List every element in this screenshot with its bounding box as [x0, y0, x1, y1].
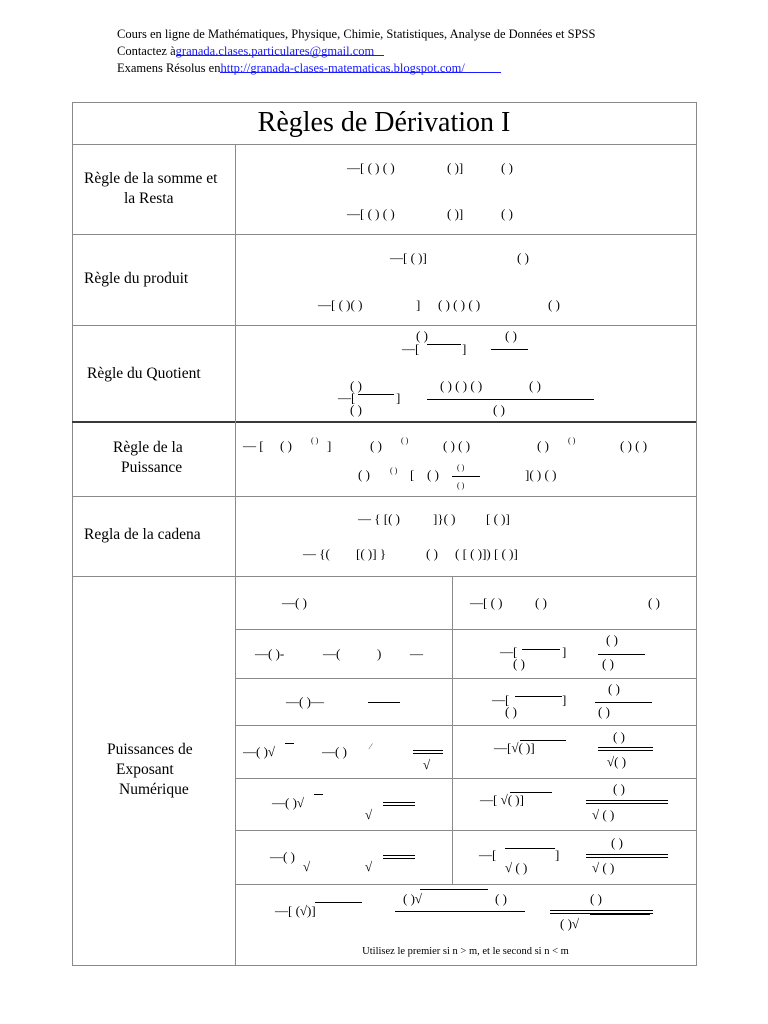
- formula-fragment: —[ ( ): [470, 595, 503, 610]
- formula-fragment: —( ): [270, 849, 295, 864]
- radical-overline: [510, 792, 552, 793]
- formula-fragment: ( ): [505, 328, 517, 343]
- formula-fragment: ( ): [280, 438, 292, 453]
- formula-fragment: ]: [327, 438, 332, 453]
- formula-fragment: ( ): [501, 160, 513, 175]
- formula-fragment: [ ( )]: [486, 511, 510, 526]
- table-rule: [235, 629, 696, 630]
- radical-overline: [314, 794, 323, 795]
- rule-label-product: Règle du produit: [84, 270, 189, 287]
- contact-line: [117, 44, 384, 59]
- table-rule: [72, 421, 696, 423]
- radical-overline: [590, 914, 650, 915]
- formula-fragment: ( ): [370, 438, 382, 453]
- table-rule: [72, 144, 696, 145]
- fraction-bar: [383, 802, 415, 806]
- formula-fragment: ( ): [648, 595, 660, 610]
- formula-fragment: ( ): [505, 704, 517, 719]
- formula-fragment: —[√( )]: [494, 740, 535, 755]
- formula-fragment: ( ): [602, 656, 614, 671]
- formula-fragment: —( ): [282, 595, 307, 610]
- formula-fragment: — {(: [303, 546, 330, 561]
- rule-label-numeric: Numérique: [119, 781, 189, 798]
- formula-fragment: —[ ( ) ( ): [347, 160, 395, 175]
- fraction-bar: [598, 654, 645, 655]
- formula-fragment: ( ): [613, 729, 625, 744]
- fraction-bar: [427, 399, 594, 400]
- formula-fragment: —[ √( )]: [480, 792, 524, 807]
- formula-fragment: ]}( ): [433, 511, 456, 526]
- formula-fragment: ( ): [350, 378, 362, 393]
- formula-fragment: ( ): [426, 546, 438, 561]
- formula-fragment: ( ): [350, 402, 362, 417]
- table-rule: [235, 678, 696, 679]
- formula-superscript: ( ): [311, 436, 319, 445]
- rule-label-quotient: Règle du Quotient: [87, 365, 201, 382]
- formula-fragment: √: [303, 859, 311, 874]
- rule-label-numeric: Exposant: [116, 761, 174, 778]
- formula-superscript: ( ): [457, 463, 465, 472]
- formula-fragment: ( [ ( )]) [ ( )]: [455, 546, 518, 561]
- formula-fragment: ( ): [517, 250, 529, 265]
- formula-fragment: ( ): [513, 656, 525, 671]
- formula-fragment: —[ (√)]: [275, 903, 316, 918]
- formula-fragment: ( ): [608, 681, 620, 696]
- formula-fragment: [: [410, 467, 415, 482]
- radical-overline: [520, 740, 566, 741]
- formula-fragment: ( ) ( ): [620, 438, 648, 453]
- formula-fragment: ]: [555, 847, 560, 862]
- formula-fragment: ( ): [613, 781, 625, 796]
- formula-fragment: —: [410, 646, 423, 661]
- formula-fragment: ( ) ( ): [443, 438, 471, 453]
- formula-fragment: —( ): [322, 744, 347, 759]
- fraction-bar: [515, 696, 562, 697]
- formula-fragment: √ ( ): [592, 807, 615, 822]
- table-rule: [452, 576, 453, 884]
- formula-fragment: —( )√: [243, 744, 276, 759]
- table-rule: [235, 830, 696, 831]
- formula-superscript: ⁄: [370, 742, 372, 751]
- fraction-bar: [522, 649, 560, 650]
- rule-label-numeric: Puissances de: [107, 741, 193, 758]
- fraction-bar: [395, 911, 525, 912]
- formula-superscript: ( ): [390, 466, 398, 475]
- formula-fragment: ( ): [548, 297, 560, 312]
- table-rule: [235, 778, 696, 779]
- formula-fragment: ( )√: [403, 891, 423, 906]
- formula-fragment: ( )√: [560, 916, 580, 931]
- table-rule: [235, 144, 236, 965]
- fraction-bar: [427, 344, 461, 345]
- formula-fragment: ( ): [416, 328, 428, 343]
- formula-fragment: ( ): [495, 891, 507, 906]
- formula-fragment: ( ): [493, 402, 505, 417]
- radical-overline: [420, 889, 488, 890]
- formula-fragment: ( ): [606, 632, 618, 647]
- formula-fragment: —( )√: [272, 795, 305, 810]
- usage-note: Utilisez le premier si n > m, et le second si n < m: [362, 946, 569, 957]
- formula-fragment: √ ( ): [592, 860, 615, 875]
- contact-prefix: Contactez à: [117, 44, 176, 58]
- formula-fragment: ( ): [529, 378, 541, 393]
- rule-label-power: Puissance: [121, 459, 183, 476]
- formula-fragment: ]: [462, 341, 467, 356]
- table-rule: [72, 576, 696, 577]
- rule-label-sum: Règle de la somme et: [84, 170, 218, 187]
- radical-overline: [285, 743, 294, 744]
- formula-fragment: √( ): [607, 754, 627, 769]
- table-rule: [72, 325, 696, 326]
- fraction-bar: [586, 854, 668, 858]
- formula-fragment: ( ) ( ) ( ): [438, 297, 481, 312]
- formula-fragment: ]: [416, 297, 421, 312]
- email-link[interactable]: granada.clases.particulares@gmail.com: [176, 44, 385, 58]
- fraction-bar: [368, 702, 400, 703]
- formula-fragment: ( ): [590, 891, 602, 906]
- formula-fragment: —[: [338, 390, 356, 405]
- fraction-bar: [413, 750, 443, 754]
- formula-fragment: ]: [562, 692, 567, 707]
- formula-fragment: ( ): [598, 704, 610, 719]
- table-rule: [235, 725, 696, 726]
- formula-fragment: —[ ( ) ( ): [347, 206, 395, 221]
- formula-fragment: — [: [243, 438, 264, 453]
- formula-fragment: √: [365, 859, 373, 874]
- formula-fragment: ( ) ( ) ( ): [440, 378, 483, 393]
- exams-prefix: Examens Résolus en: [117, 61, 221, 75]
- formula-fragment: ): [377, 646, 382, 661]
- formula-superscript: ( ): [401, 436, 409, 445]
- formula-fragment: ( ): [611, 835, 623, 850]
- fraction-bar: [491, 349, 528, 350]
- fraction-bar: [358, 394, 394, 395]
- formula-fragment: ( ): [535, 595, 547, 610]
- formula-fragment: —( )-: [255, 646, 285, 661]
- radical-overline: [315, 902, 362, 903]
- formula-fragment: √ ( ): [505, 860, 528, 875]
- formula-fragment: —(: [323, 646, 341, 661]
- fraction-bar: [452, 476, 480, 477]
- exams-line: [117, 61, 501, 76]
- formula-fragment: √: [423, 757, 431, 772]
- rule-label-chain: Regla de la cadena: [84, 526, 201, 543]
- formula-fragment: ]: [396, 390, 401, 405]
- formula-fragment: √: [365, 807, 373, 822]
- formula-fragment: —( )—: [286, 694, 324, 709]
- fraction-bar: [595, 702, 652, 703]
- formula-fragment: ( )]: [447, 160, 464, 175]
- formula-superscript: ( ): [457, 481, 465, 490]
- formula-fragment: [( )] }: [356, 546, 387, 561]
- formula-fragment: —[: [402, 341, 420, 356]
- fraction-bar: [598, 747, 653, 751]
- table-rule: [72, 496, 696, 497]
- fraction-bar: [586, 800, 668, 804]
- formula-fragment: ( ): [537, 438, 549, 453]
- rule-label-power: Règle de la: [113, 439, 183, 456]
- formula-fragment: ( ): [358, 467, 370, 482]
- formula-superscript: ( ): [568, 436, 576, 445]
- formula-fragment: — { [( ): [358, 511, 400, 526]
- rule-label-sum: la Resta: [124, 190, 174, 207]
- formula-fragment: ]: [562, 644, 567, 659]
- formula-fragment: ]( ) ( ): [525, 467, 557, 482]
- formula-fragment: —[: [500, 644, 518, 659]
- table-rule: [235, 884, 696, 885]
- course-line: Cours en ligne de Mathématiques, Physique, Chimie, Statistiques, Analyse de Données et SPSS: [117, 27, 596, 41]
- table-rule: [72, 234, 696, 235]
- fraction-bar: [383, 855, 415, 859]
- fraction-bar: [505, 848, 555, 849]
- formula-fragment: ( )]: [447, 206, 464, 221]
- formula-fragment: ( ): [427, 467, 439, 482]
- formula-fragment: —[: [492, 692, 510, 707]
- formula-fragment: ( ): [501, 206, 513, 221]
- formula-fragment: —[ ( )]: [390, 250, 427, 265]
- formula-fragment: —[: [479, 847, 497, 862]
- blog-link[interactable]: http://granada-clases-matematicas.blogspot.com/: [220, 61, 500, 75]
- formula-fragment: —[ ( )( ): [318, 297, 363, 312]
- page-title: Règles de Dérivation I: [257, 107, 511, 138]
